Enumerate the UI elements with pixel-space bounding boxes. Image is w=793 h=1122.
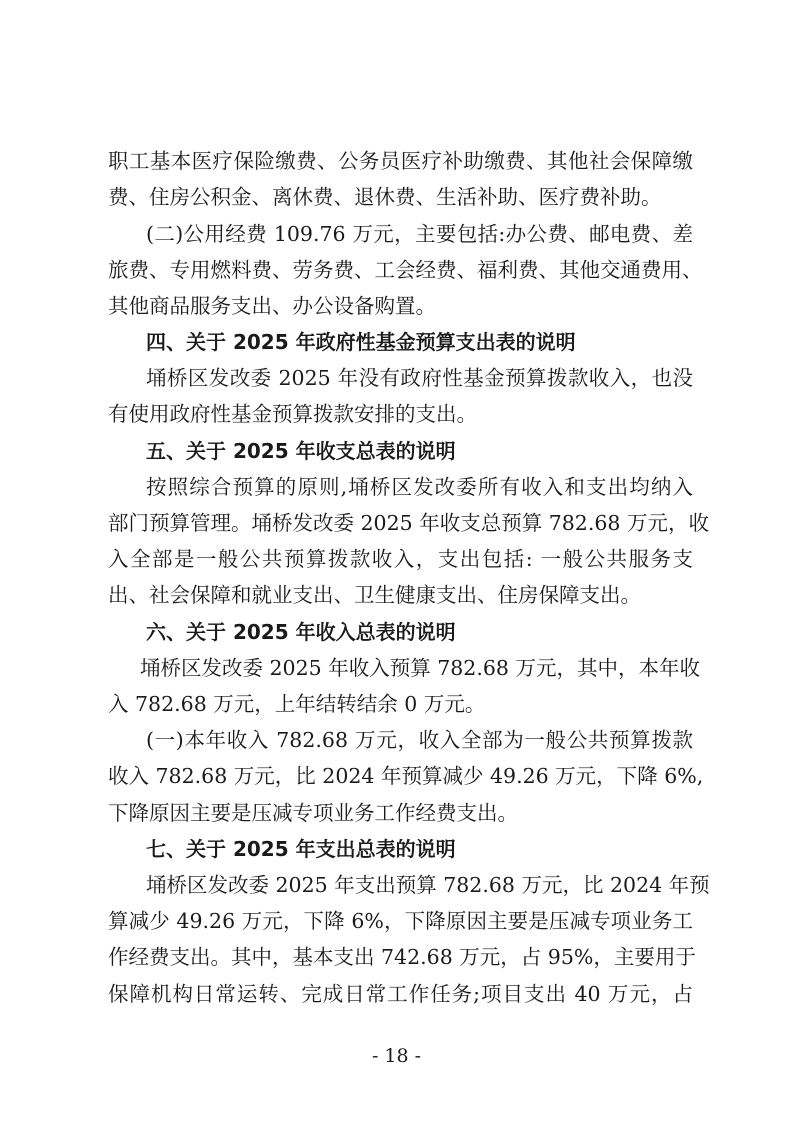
section-heading: 七、关于 2025 年支出总表的说明 bbox=[146, 837, 456, 861]
body-line: 埇桥区发改委 2025 年收入预算 782.68 万元，其中，本年收 bbox=[140, 656, 700, 680]
body-line: 出、社会保障和就业支出、卫生健康支出、住房保障支出。 bbox=[108, 583, 641, 607]
body-line: 下降原因主要是压减专项业务工作经费支出。 bbox=[108, 801, 518, 825]
body-line: 埇桥区发改委 2025 年支出预算 782.68 万元，比 2024 年预 bbox=[146, 873, 710, 897]
section-heading: 五、关于 2025 年收支总表的说明 bbox=[146, 439, 456, 463]
body-line: 费、住房公积金、离休费、退休费、生活补助、医疗费补助。 bbox=[108, 185, 662, 209]
body-line: 收入 782.68 万元，比 2024 年预算减少 49.26 万元，下降 6%, bbox=[108, 764, 704, 788]
section-heading: 四、关于 2025 年政府性基金预算支出表的说明 bbox=[146, 330, 576, 354]
section-heading: 六、关于 2025 年收入总表的说明 bbox=[146, 620, 456, 644]
body-line: 入 782.68 万元，上年结转结余 0 万元。 bbox=[108, 692, 486, 716]
page-number: - 18 - bbox=[371, 1045, 422, 1067]
body-line: 职工基本医疗保险缴费、公务员医疗补助缴费、其他社会保障缴 bbox=[108, 149, 693, 173]
body-line: (一)本年收入 782.68 万元，收入全部为一般公共预算拨款 bbox=[146, 728, 693, 752]
body-line: 保障机构日常运转、完成日常工作任务;项目支出 40 万元，占 bbox=[108, 982, 693, 1006]
body-line: (二)公用经费 109.76 万元，主要包括:办公费、邮电费、差 bbox=[146, 222, 693, 246]
body-line: 算减少 49.26 万元，下降 6%，下降原因主要是压减专项业务工 bbox=[108, 909, 693, 933]
body-line: 旅费、专用燃料费、劳务费、工会经费、福利费、其他交通费用、 bbox=[108, 258, 703, 282]
body-line: 按照综合预算的原则,埇桥区发改委所有收入和支出均纳入 bbox=[146, 475, 693, 499]
body-line: 埇桥区发改委 2025 年没有政府性基金预算拨款收入，也没 bbox=[146, 366, 693, 390]
body-line: 部门预算管理。埇桥发改委 2025 年收支总预算 782.68 万元，收 bbox=[108, 511, 709, 535]
body-line: 作经费支出。其中，基本支出 742.68 万元，占 95%，主要用于 bbox=[108, 945, 696, 969]
body-line: 有使用政府性基金预算拨款安排的支出。 bbox=[108, 402, 477, 426]
body-line: 其他商品服务支出、办公设备购置。 bbox=[108, 294, 436, 318]
body-line: 入全部是一般公共预算拨款收入，支出包括: 一般公共服务支 bbox=[108, 547, 693, 571]
